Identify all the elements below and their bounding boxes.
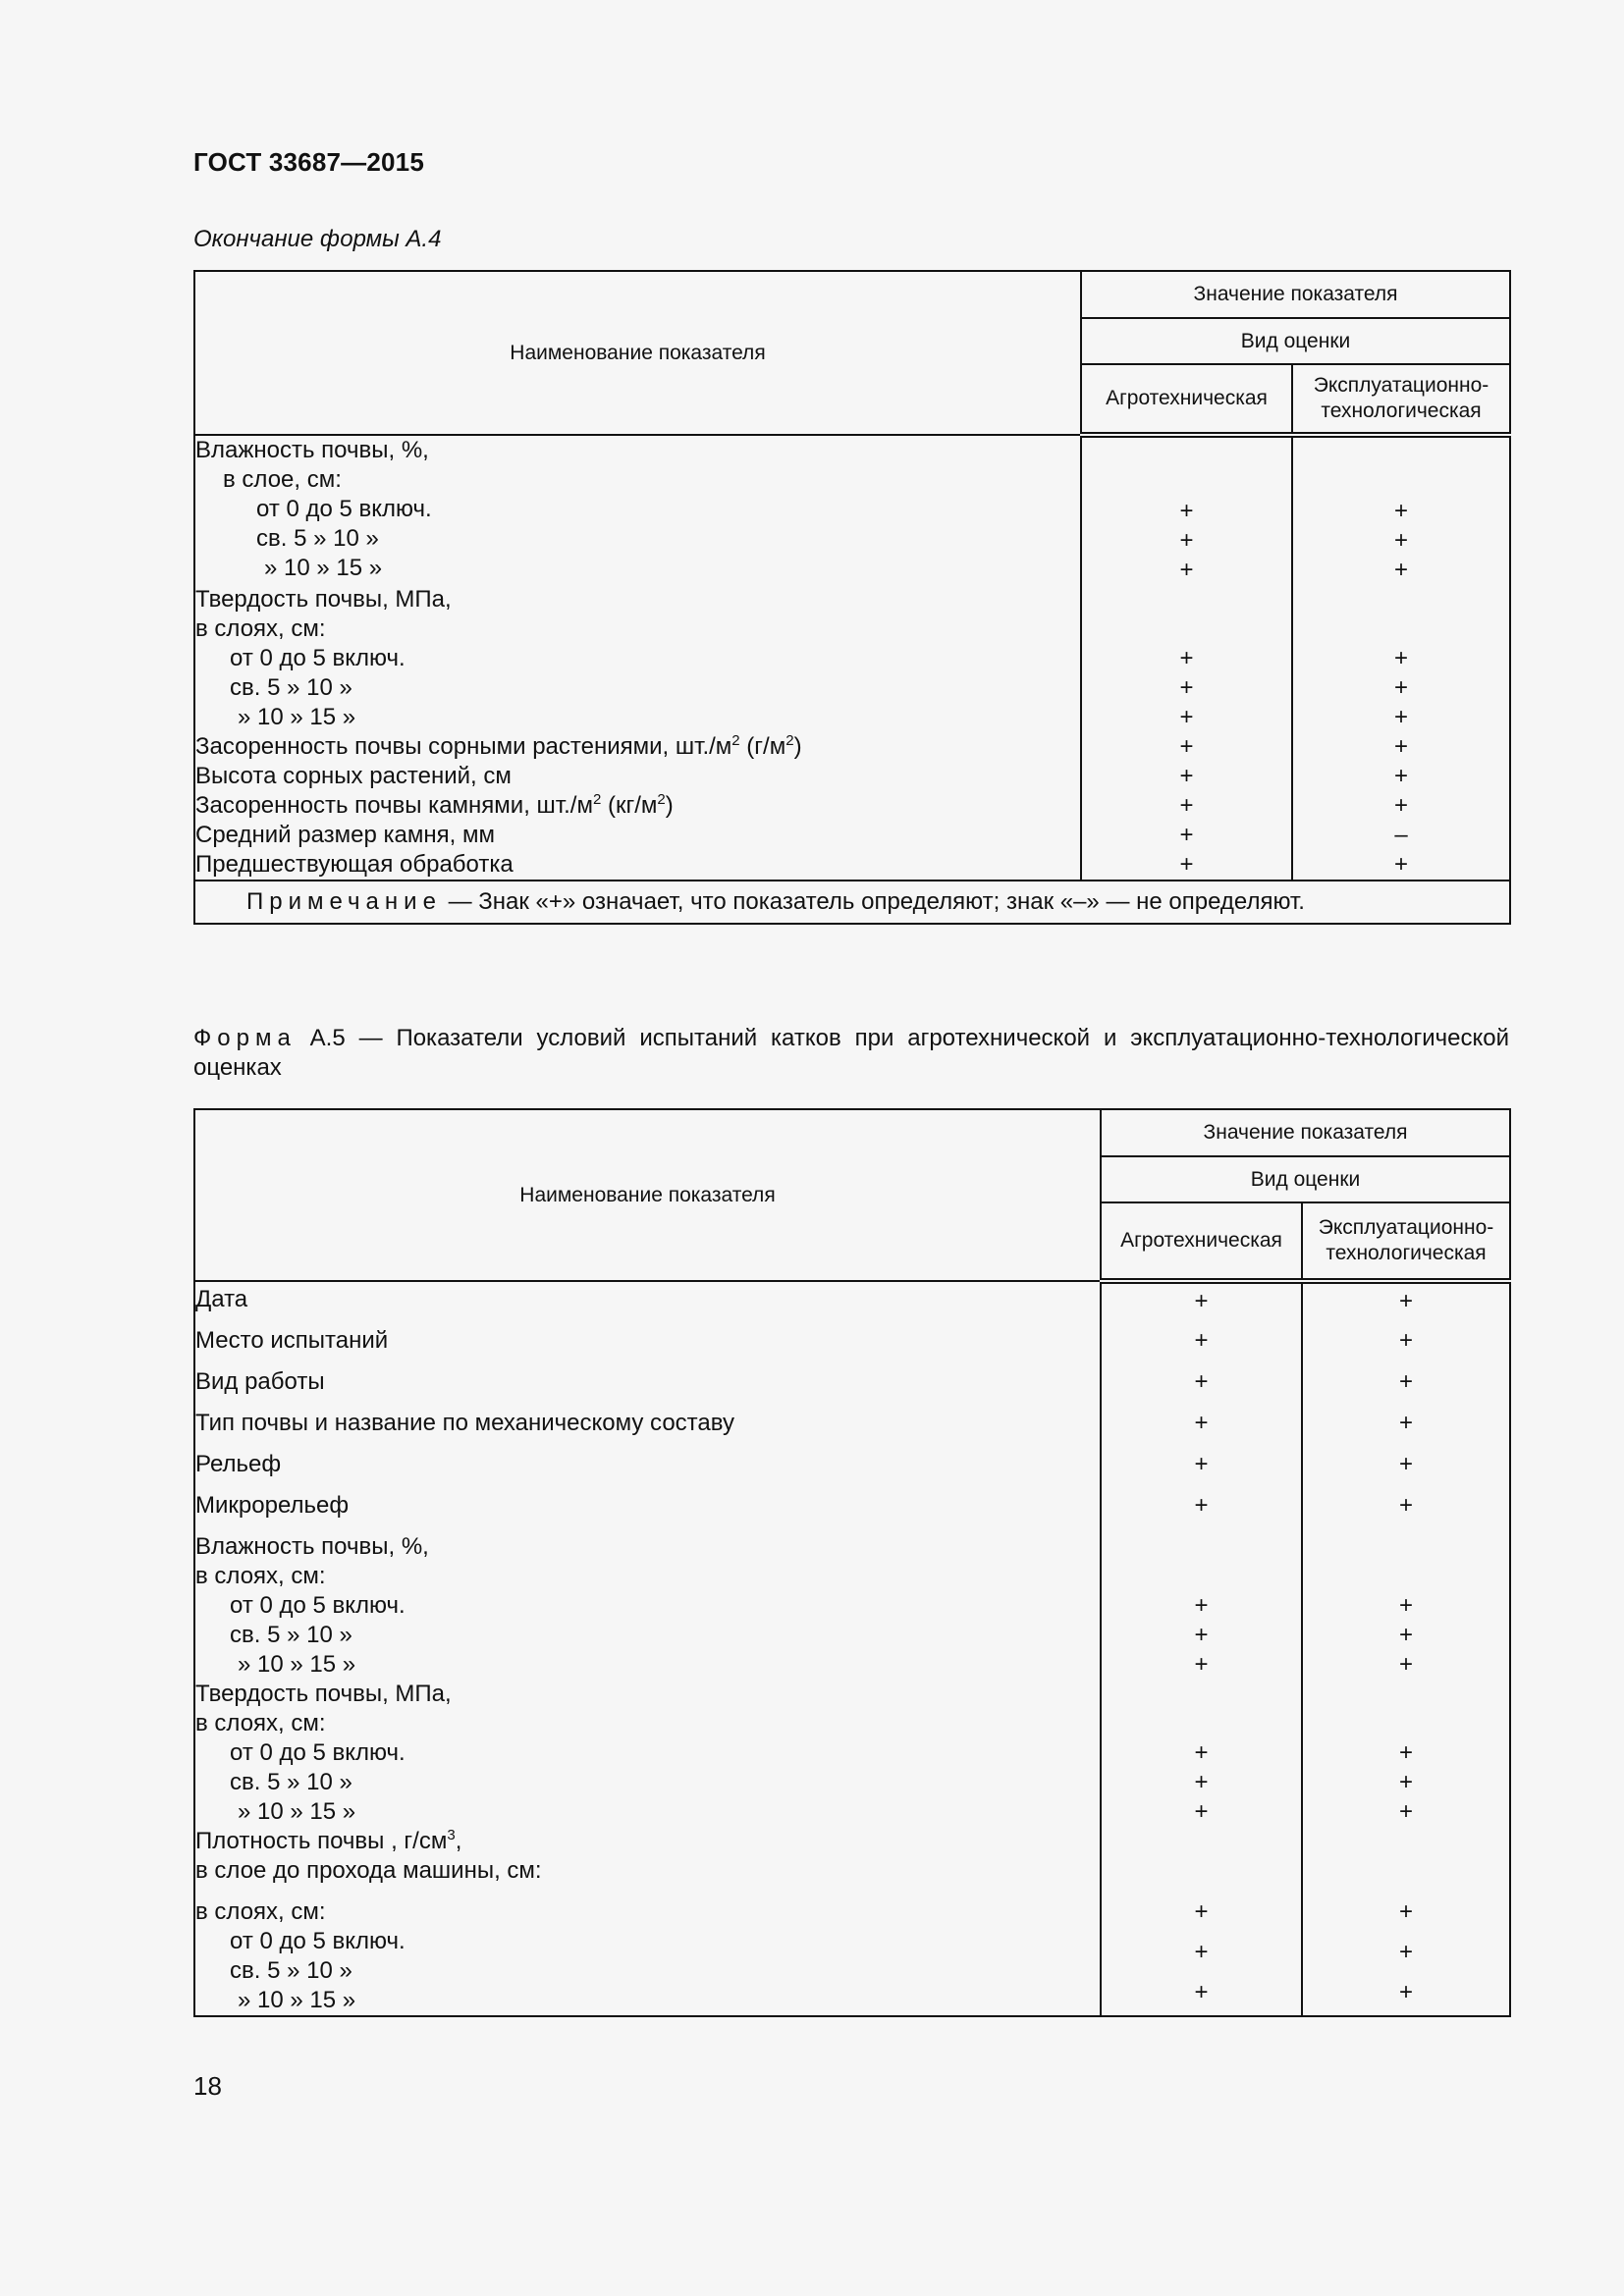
row-subtitle: в слоях, см: [195, 1710, 326, 1736]
mark-agro: + [1179, 733, 1194, 760]
row-title: Влажность почвы, %, [195, 437, 429, 463]
mark-expl: + [1399, 1769, 1414, 1795]
row-title: Рельеф [195, 1451, 282, 1477]
row-range: от 0 до 5 включ. [230, 1928, 406, 1954]
row-range: от 0 до 5 включ. [230, 1592, 406, 1619]
mark-expl: + [1399, 1592, 1414, 1619]
table-row [194, 1532, 1510, 1680]
mark-agro: + [1179, 851, 1194, 878]
mark-agro: + [1179, 822, 1194, 848]
row-range: » 10 » 15 » [238, 704, 356, 730]
column-header-agro: Агротехническая [1081, 364, 1292, 435]
mark-agro: + [1179, 704, 1194, 730]
mark-agro: + [1179, 527, 1194, 554]
row-range: » 10 » 15 » [238, 1987, 356, 2013]
table-row [194, 850, 1510, 881]
row-range: от 0 до 5 включ. [256, 496, 432, 522]
mark-expl: + [1394, 851, 1409, 878]
note-row [194, 881, 1510, 924]
row-title: Тип почвы и название по механическому составу [195, 1410, 734, 1436]
table-row [194, 1409, 1510, 1450]
row-title: Предшествующая обработка [195, 851, 514, 878]
row-range: » 10 » 15 » [264, 555, 383, 581]
row-title: Высота сорных растений, см [195, 763, 512, 789]
column-header-expl [1302, 1202, 1510, 1281]
row-range: » 10 » 15 » [238, 1798, 356, 1825]
column-header-eval-type: Вид оценки [1101, 1156, 1510, 1202]
mark-expl: + [1399, 1739, 1414, 1766]
mark-expl: + [1394, 498, 1409, 524]
mark-agro: + [1194, 1592, 1209, 1619]
row-subtitle: в слое до прохода машины, см: [195, 1857, 542, 1884]
column-header-expl-line2: технологическая [1321, 400, 1482, 422]
mark-expl: + [1399, 1898, 1414, 1925]
mark-expl: + [1394, 704, 1409, 730]
mark-agro: + [1194, 1622, 1209, 1648]
column-header-name: Наименование показателя [194, 1109, 1101, 1281]
row-title: Средний размер камня, мм [195, 822, 495, 848]
mark-expl: + [1399, 1651, 1414, 1678]
mark-expl: – [1394, 822, 1408, 848]
table-row [194, 1326, 1510, 1367]
row-title: Вид работы [195, 1368, 325, 1395]
mark-expl: + [1394, 674, 1409, 701]
row-range: св. 5 » 10 » [230, 1622, 352, 1648]
mark-expl: + [1399, 1939, 1414, 1965]
document-standard-header: ГОСТ 33687—2015 [193, 147, 424, 177]
mark-agro: + [1194, 1451, 1209, 1477]
note-label: Примечание [246, 888, 442, 915]
table-row [194, 791, 1510, 821]
column-header-expl-line1: Эксплуатационно- [1313, 374, 1489, 397]
row-subtitle: в слоях, см: [195, 615, 326, 642]
mark-agro: + [1194, 1410, 1209, 1436]
row-subtitle: в слоях, см: [195, 1898, 326, 1925]
table-row [194, 1367, 1510, 1409]
mark-agro: + [1194, 1651, 1209, 1678]
row-title: Засоренность почвы сорными растениями, $шт./м^2$ $(г/м^2)$ [195, 732, 802, 760]
table-form-a4-end [193, 270, 1511, 925]
row-title: Микрорельеф [195, 1492, 350, 1519]
mark-agro: + [1194, 1898, 1209, 1925]
table-row [194, 1491, 1510, 1532]
row-subtitle: в слоях, см: [195, 1563, 326, 1589]
mark-agro: + [1194, 1327, 1209, 1354]
mark-expl: + [1394, 645, 1409, 671]
mark-expl: + [1399, 1492, 1414, 1519]
row-range: св. 5 » 10 » [230, 674, 352, 701]
table-row [194, 435, 1510, 585]
column-header-name: Наименование показателя [194, 271, 1081, 435]
mark-agro: + [1194, 1979, 1209, 2005]
row-title: Твердость почвы, МПа, [195, 586, 452, 613]
mark-expl: + [1399, 1622, 1414, 1648]
mark-expl: + [1399, 1798, 1414, 1825]
mark-expl: + [1399, 1979, 1414, 2005]
mark-agro: + [1179, 645, 1194, 671]
column-header-eval-type: Вид оценки [1081, 318, 1510, 364]
mark-agro: + [1179, 674, 1194, 701]
table-note [194, 881, 1510, 924]
mark-expl: + [1399, 1327, 1414, 1354]
row-range: св. 5 » 10 » [230, 1769, 352, 1795]
row-range: св. 5 » 10 » [230, 1957, 352, 1984]
mark-agro: + [1194, 1798, 1209, 1825]
row-title: Влажность почвы, %, [195, 1533, 429, 1560]
row-range: от 0 до 5 включ. [230, 645, 406, 671]
mark-agro: + [1194, 1769, 1209, 1795]
mark-agro: + [1179, 557, 1194, 583]
mark-agro: + [1194, 1368, 1209, 1395]
mark-agro: + [1179, 792, 1194, 819]
page-number: 18 [193, 2071, 222, 2101]
mark-expl: + [1394, 792, 1409, 819]
row-title: Плотность почвы , $г/см^3$, [195, 1827, 462, 1854]
mark-agro: + [1194, 1288, 1209, 1314]
row-range: от 0 до 5 включ. [230, 1739, 406, 1766]
table-row [194, 732, 1510, 762]
mark-agro: + [1194, 1939, 1209, 1965]
mark-expl: + [1394, 527, 1409, 554]
mark-expl: + [1394, 733, 1409, 760]
table-row [194, 1827, 1510, 2016]
column-header-value: Значение показателя [1081, 271, 1510, 318]
mark-expl: + [1399, 1451, 1414, 1477]
column-header-agro: Агротехническая [1101, 1202, 1302, 1281]
mark-agro: + [1179, 763, 1194, 789]
mark-expl: + [1399, 1410, 1414, 1436]
mark-expl: + [1394, 763, 1409, 789]
column-header-value: Значение показателя [1101, 1109, 1510, 1156]
table-form-a5 [193, 1108, 1511, 2017]
row-title: Засоренность почвы камнями, $шт./м^2$ $(кг/м^2)$ [195, 791, 674, 819]
table-row [194, 762, 1510, 791]
mark-expl: + [1399, 1288, 1414, 1314]
mark-expl: + [1394, 557, 1409, 583]
column-header-expl-line2: технологическая [1326, 1242, 1487, 1264]
column-header-expl [1292, 364, 1510, 435]
row-subtitle: в слое, см: [223, 466, 342, 493]
row-title: Твердость почвы, МПа, [195, 1681, 452, 1707]
table-row [194, 1680, 1510, 1827]
table-row [194, 821, 1510, 850]
form-a5-caption: Форма А.5 — Показатели условий испытаний катков при агротехнической и эксплуатационно-технологической оценках [193, 1025, 1509, 1081]
row-title: Дата [195, 1286, 248, 1312]
note-text: — Знак «+» означает, что показатель определяют; знак «–» — не определяют. [441, 888, 1305, 915]
mark-agro: + [1194, 1492, 1209, 1519]
mark-expl: + [1399, 1368, 1414, 1395]
column-header-expl-line1: Эксплуатационно- [1318, 1216, 1494, 1239]
row-title: Место испытаний [195, 1327, 389, 1354]
mark-agro: + [1194, 1739, 1209, 1766]
row-range: св. 5 » 10 » [256, 525, 379, 552]
table-row [194, 1450, 1510, 1491]
continuation-caption: Окончание формы А.4 [193, 226, 442, 252]
table-row [194, 1281, 1510, 1326]
table-row [194, 585, 1510, 732]
row-range: » 10 » 15 » [238, 1651, 356, 1678]
mark-agro: + [1179, 498, 1194, 524]
